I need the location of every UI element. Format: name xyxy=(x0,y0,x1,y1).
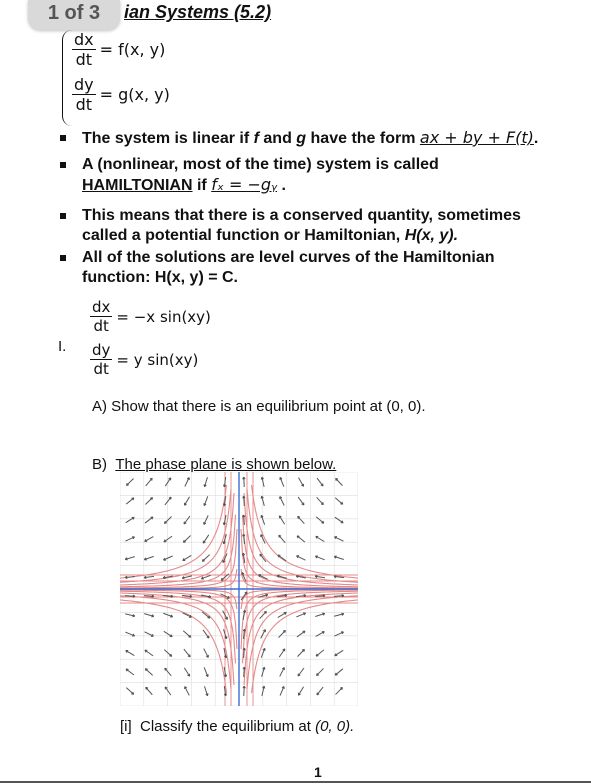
part-b-i xyxy=(120,718,354,735)
direction-arrow xyxy=(145,498,152,505)
phase-plane xyxy=(120,472,358,706)
bullet-2-condition: fₓ = −gᵧ xyxy=(211,175,278,194)
direction-arrow xyxy=(165,668,172,676)
direction-arrow xyxy=(145,650,153,656)
bullet-1-f: f xyxy=(253,130,259,147)
direction-arrow xyxy=(126,669,134,675)
direction-arrow xyxy=(183,555,192,560)
bullet-3-line-1: This means that there is a conserved quantity, sometimes xyxy=(82,207,521,224)
direction-arrow xyxy=(298,497,304,505)
bullet-1-mid: have the form xyxy=(306,130,420,147)
direction-arrow xyxy=(126,498,134,504)
direction-arrow xyxy=(126,650,135,655)
problem-eq-1 xyxy=(90,298,211,335)
problem-eq2-numerator: dy xyxy=(92,341,111,359)
phase-plane-svg xyxy=(120,472,358,706)
trajectory-curve xyxy=(241,590,358,649)
direction-arrow xyxy=(297,536,305,542)
bullet-hamiltonian xyxy=(60,155,580,196)
direction-arrow xyxy=(335,537,344,541)
direction-arrow xyxy=(164,536,172,542)
trajectory-curve xyxy=(120,485,227,578)
trajectory-curve xyxy=(120,600,227,693)
problem-eq1-rhs: = −x sin(xy) xyxy=(116,307,211,326)
direction-arrow xyxy=(279,630,286,637)
direction-arrow xyxy=(185,478,189,487)
direction-arrow xyxy=(202,555,209,562)
trajectory-curve xyxy=(241,589,358,609)
direction-arrow xyxy=(165,478,171,486)
trajectory-curve xyxy=(120,569,237,589)
direction-arrow xyxy=(335,687,342,694)
direction-arrow xyxy=(145,669,152,676)
problem-eq2-denominator: dt xyxy=(93,360,109,378)
part-b xyxy=(92,456,336,473)
bullet-4-line-2: function: H(x, y) = C. xyxy=(82,269,238,286)
bullet-3-hamiltonian: H(x, y). xyxy=(404,227,459,244)
direction-arrow xyxy=(279,516,284,524)
bullet-list xyxy=(60,128,580,288)
eq1-denominator: dt xyxy=(75,50,93,69)
problem-label: I. xyxy=(58,338,67,355)
problem-eq2-rhs: = y sin(xy) xyxy=(116,350,199,369)
bullet-4-line-1: All of the solutions are level curves of the Hamiltonian xyxy=(82,249,495,266)
trajectory-curve xyxy=(120,493,234,585)
trajectory-curve xyxy=(120,590,237,649)
bullet-1-form: ax + by + F(t) xyxy=(419,128,534,147)
bullet-1-end: . xyxy=(533,130,539,147)
problem-eq-2 xyxy=(90,341,211,378)
direction-arrow xyxy=(204,515,208,524)
direction-arrow xyxy=(298,687,303,696)
direction-arrow xyxy=(335,517,343,523)
trajectory-curve xyxy=(241,569,358,589)
page-number: 1 xyxy=(314,764,322,780)
part-b-i-label: [i] xyxy=(120,718,132,735)
trajectory-curve xyxy=(120,589,237,609)
direction-field xyxy=(125,477,344,696)
direction-arrow xyxy=(204,649,209,658)
problem-system xyxy=(90,298,211,378)
eq2-numerator: dy xyxy=(74,75,94,94)
direction-arrow xyxy=(316,517,324,523)
direction-arrow xyxy=(241,592,247,600)
eq2-denominator: dt xyxy=(75,95,93,114)
direction-arrow xyxy=(183,631,191,638)
direction-arrow xyxy=(146,478,152,486)
direction-arrow xyxy=(317,478,323,486)
direction-arrow xyxy=(317,668,324,675)
trajectory-curve xyxy=(252,485,359,578)
problem-eq1-numerator: dx xyxy=(92,298,111,316)
system-eq-1 xyxy=(72,30,170,69)
bullet-2-hamiltonian: HAMILTONIAN xyxy=(82,177,193,194)
bullet-1-g: g xyxy=(296,130,307,147)
direction-arrow xyxy=(279,535,286,543)
direction-arrow xyxy=(165,687,171,695)
eq1-rhs: = f(x, y) xyxy=(99,40,166,59)
direction-arrow xyxy=(280,668,285,677)
direction-arrow xyxy=(298,649,305,656)
page-bottom-border xyxy=(0,781,591,783)
bullet-1-text: The system is linear if xyxy=(82,130,254,147)
bullet-1-and: and xyxy=(258,130,297,147)
direction-arrow xyxy=(185,687,190,696)
direction-arrow xyxy=(164,650,171,657)
page-indicator: 1 of 3 xyxy=(28,0,120,30)
trajectory-curve xyxy=(120,529,237,588)
eq1-numerator: dx xyxy=(74,30,94,49)
phase-axes xyxy=(120,472,358,706)
direction-arrow xyxy=(145,537,154,542)
bullet-level-curves xyxy=(60,248,580,288)
direction-arrow xyxy=(164,517,171,524)
part-a: A) Show that there is an equilibrium point at (0, 0). xyxy=(92,398,426,415)
direction-arrow xyxy=(297,556,306,560)
general-system xyxy=(72,30,170,114)
bullet-linear xyxy=(60,128,580,149)
direction-arrow xyxy=(184,516,190,524)
bullet-2-line-1: A (nonlinear, most of the time) system is called xyxy=(82,156,439,173)
direction-arrow xyxy=(280,497,284,506)
direction-arrow xyxy=(184,497,189,506)
trajectory-curve xyxy=(120,593,234,685)
direction-arrow xyxy=(316,650,324,656)
direction-arrow xyxy=(298,668,304,676)
direction-arrow xyxy=(279,649,285,657)
section-title: ian Systems (5.2) xyxy=(124,2,272,22)
system-eq-2 xyxy=(72,75,170,114)
bullet-2-end: . xyxy=(277,177,286,194)
direction-arrow xyxy=(298,478,303,487)
bullet-conserved xyxy=(60,206,580,246)
eq2-rhs: = g(x, y) xyxy=(99,85,170,104)
direction-arrow xyxy=(278,555,286,561)
direction-arrow xyxy=(317,497,324,504)
direction-arrow xyxy=(126,478,133,485)
direction-arrow xyxy=(145,517,153,523)
problem-eq1-denominator: dt xyxy=(93,317,109,335)
bullet-3-line-2: called a potential function or Hamiltonian, xyxy=(82,227,405,244)
direction-arrow xyxy=(335,650,343,655)
direction-arrow xyxy=(335,669,343,675)
direction-arrow xyxy=(126,517,134,522)
part-b-i-point: (0, 0). xyxy=(315,718,355,735)
direction-arrow xyxy=(183,536,190,543)
direction-arrow xyxy=(184,649,190,657)
direction-arrow xyxy=(316,536,325,541)
direction-arrow xyxy=(126,688,133,695)
direction-arrow xyxy=(146,687,153,694)
part-b-text: The phase plane is shown below. xyxy=(115,456,337,473)
direction-arrow xyxy=(317,687,323,695)
part-b-label: B) xyxy=(92,456,107,473)
direction-arrow xyxy=(335,498,343,505)
direction-arrow xyxy=(184,668,189,676)
bullet-2-if: if xyxy=(192,177,212,194)
part-b-i-text: Classify the equilibrium at xyxy=(140,718,316,735)
direction-arrow xyxy=(336,478,343,485)
direction-arrow xyxy=(165,497,171,505)
direction-arrow xyxy=(298,516,305,523)
